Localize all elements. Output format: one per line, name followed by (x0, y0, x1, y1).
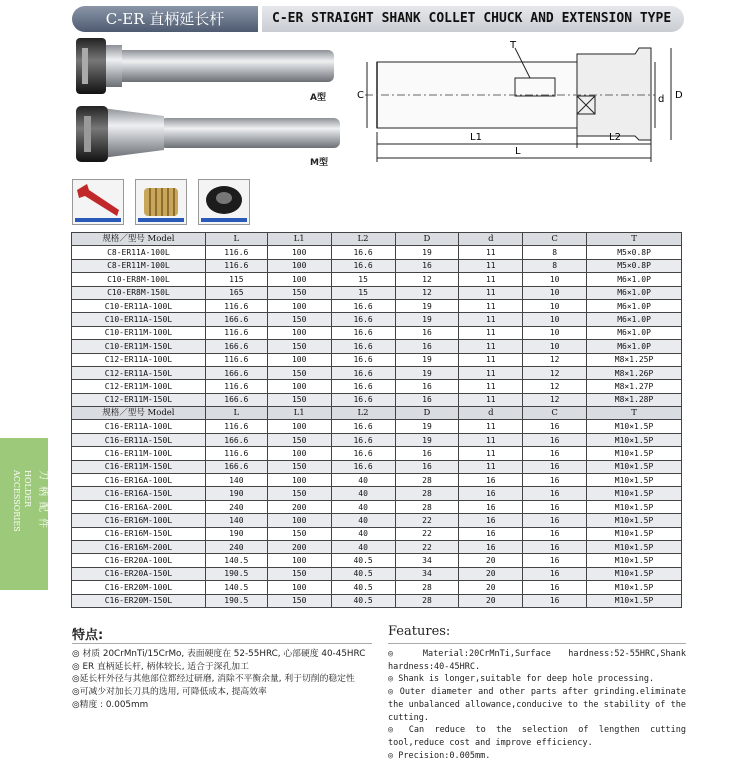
model-cell: C16-ER16M-200L (72, 540, 206, 553)
model-cell: C16-ER11A-100L (72, 420, 206, 433)
value-cell: 150 (267, 366, 331, 379)
value-cell: 34 (395, 554, 459, 567)
dim-label-l: L (515, 146, 521, 157)
model-cell: C16-ER16A-200L (72, 500, 206, 513)
value-cell: 11 (459, 299, 523, 312)
value-cell: 16 (523, 487, 587, 500)
spec-table (71, 232, 682, 608)
value-cell: 16 (395, 460, 459, 473)
value-cell: 11 (459, 366, 523, 379)
value-cell: 11 (459, 433, 523, 446)
model-cell: C10-ER11A-150L (72, 313, 206, 326)
value-cell: 16 (459, 540, 523, 553)
value-cell: M6×1.0P (587, 326, 682, 339)
value-cell: 140.5 (205, 581, 267, 594)
table-row (72, 554, 682, 567)
features-en-list (388, 648, 686, 762)
feature-en-item: ◎ Material:20CrMnTi,Surface hardness:52-55HRC,Shank hardness:40-45HRC. (388, 649, 686, 672)
value-cell: M10×1.5P (587, 447, 682, 460)
side-tab-zh: 刀柄配件 (37, 470, 48, 534)
table-header-cell: D (395, 233, 459, 246)
value-cell: 190.5 (205, 594, 267, 607)
model-cell: C10-ER8M-100L (72, 273, 206, 286)
dim-label-d-upper: D (675, 90, 683, 101)
model-cell: C16-ER16M-100L (72, 514, 206, 527)
model-cell: C12-ER11A-100L (72, 353, 206, 366)
value-cell: 150 (267, 527, 331, 540)
value-cell: 16 (523, 474, 587, 487)
value-cell: 40.5 (331, 554, 395, 567)
value-cell: 16 (523, 433, 587, 446)
value-cell: M10×1.5P (587, 420, 682, 433)
value-cell: 150 (267, 433, 331, 446)
value-cell: 19 (395, 420, 459, 433)
value-cell: 240 (205, 500, 267, 513)
model-cell: C16-ER20M-100L (72, 581, 206, 594)
side-tab-en-line2: ACCESSORIES (12, 470, 21, 532)
title-zh: C-ER 直柄延长杆 (72, 6, 258, 32)
value-cell: 11 (459, 340, 523, 353)
table-row (72, 500, 682, 513)
value-cell: 11 (459, 326, 523, 339)
value-cell: 100 (267, 259, 331, 272)
value-cell: M8×1.28P (587, 393, 682, 406)
value-cell: M10×1.5P (587, 554, 682, 567)
wrench-icon (73, 180, 123, 224)
value-cell: 100 (267, 554, 331, 567)
value-cell: 11 (459, 353, 523, 366)
value-cell: 150 (267, 487, 331, 500)
value-cell: 22 (395, 514, 459, 527)
value-cell: 16 (395, 340, 459, 353)
wrench-thumbnail (72, 179, 124, 225)
value-cell: 16.6 (331, 313, 395, 326)
value-cell: 19 (395, 433, 459, 446)
value-cell: 19 (395, 299, 459, 312)
value-cell: 16 (395, 259, 459, 272)
value-cell: 10 (523, 299, 587, 312)
value-cell: 116.6 (205, 447, 267, 460)
value-cell: M10×1.5P (587, 500, 682, 513)
value-cell: 116.6 (205, 380, 267, 393)
value-cell: M10×1.5P (587, 433, 682, 446)
feature-zh-item: ◎精度 : 0.005mm (72, 699, 149, 710)
value-cell: 116.6 (205, 246, 267, 259)
model-cell: C16-ER11M-100L (72, 447, 206, 460)
feature-zh-item: ◎延长杆外径与其他部位都经过研磨, 消除不平衡余量, 利于切削的稳定性 (72, 674, 355, 685)
model-cell: C16-ER11A-150L (72, 433, 206, 446)
model-cell: C10-ER8M-150L (72, 286, 206, 299)
value-cell: 116.6 (205, 420, 267, 433)
value-cell: 10 (523, 273, 587, 286)
value-cell: 11 (459, 393, 523, 406)
product-photos (72, 36, 342, 166)
value-cell: 16.6 (331, 259, 395, 272)
value-cell: 40.5 (331, 594, 395, 607)
value-cell: 150 (267, 567, 331, 580)
table-header-cell: 规格／型号 Model (72, 233, 206, 246)
table-header-cell: L1 (267, 233, 331, 246)
value-cell: 240 (205, 540, 267, 553)
value-cell: 200 (267, 540, 331, 553)
table-row (72, 313, 682, 326)
value-cell: 12 (523, 380, 587, 393)
model-cell: C10-ER11M-100L (72, 326, 206, 339)
table-header-cell: C (523, 407, 587, 420)
value-cell: 16 (523, 527, 587, 540)
value-cell: 166.6 (205, 366, 267, 379)
type-m-tool-image (76, 106, 340, 162)
model-cell: C12-ER11M-100L (72, 380, 206, 393)
table-header-cell: L1 (267, 407, 331, 420)
value-cell: 28 (395, 500, 459, 513)
collet-icon (136, 180, 186, 224)
feature-zh-item: ◎ 材质 20CrMnTi/15CrMo, 表面硬度在 52-55HRC, 心部硬度 40-45HRC (72, 649, 366, 659)
title-en: C-ER STRAIGHT SHANK COLLET CHUCK AND EXTENSION TYPE (262, 6, 684, 32)
value-cell: M10×1.5P (587, 460, 682, 473)
value-cell: 100 (267, 353, 331, 366)
feature-zh-item: ◎可减少对加长刀具的选用, 可降低成本, 提高效率 (72, 687, 267, 698)
value-cell: 16.6 (331, 299, 395, 312)
value-cell: M8×1.26P (587, 366, 682, 379)
model-cell: C16-ER11M-150L (72, 460, 206, 473)
feature-en-item: ◎ Precision:0.005mm. (388, 750, 491, 761)
table-row (72, 380, 682, 393)
value-cell: 10 (523, 286, 587, 299)
table-row (72, 460, 682, 473)
value-cell: 10 (523, 313, 587, 326)
value-cell: 40 (331, 487, 395, 500)
model-cell: C12-ER11M-150L (72, 393, 206, 406)
table-row (72, 487, 682, 500)
value-cell: M10×1.5P (587, 487, 682, 500)
value-cell: 16.6 (331, 393, 395, 406)
value-cell: 150 (267, 313, 331, 326)
model-cell: C16-ER20A-100L (72, 554, 206, 567)
table-header-cell: L (205, 407, 267, 420)
table-row (72, 594, 682, 607)
title-banner (72, 6, 684, 32)
table-row (72, 259, 682, 272)
model-cell: C16-ER16M-150L (72, 527, 206, 540)
dim-label-t: T (510, 40, 517, 51)
value-cell: 19 (395, 313, 459, 326)
value-cell: 166.6 (205, 460, 267, 473)
value-cell: 116.6 (205, 259, 267, 272)
value-cell: 40 (331, 527, 395, 540)
model-cell: C8-ER11A-100L (72, 246, 206, 259)
value-cell: 40 (331, 514, 395, 527)
value-cell: 19 (395, 246, 459, 259)
table-header-cell: T (587, 407, 682, 420)
value-cell: 200 (267, 500, 331, 513)
value-cell: 190 (205, 487, 267, 500)
value-cell: 166.6 (205, 313, 267, 326)
value-cell: 16 (395, 393, 459, 406)
value-cell: 100 (267, 420, 331, 433)
divider-zh (72, 643, 372, 644)
table-row (72, 433, 682, 446)
model-cell: C10-ER11A-100L (72, 299, 206, 312)
value-cell: 16.6 (331, 366, 395, 379)
dim-label-c: C (357, 90, 364, 101)
value-cell: M10×1.5P (587, 474, 682, 487)
value-cell: 22 (395, 540, 459, 553)
value-cell: 16.6 (331, 420, 395, 433)
value-cell: 20 (459, 554, 523, 567)
value-cell: 100 (267, 514, 331, 527)
table-row (72, 393, 682, 406)
table-row (72, 540, 682, 553)
value-cell: 16 (523, 581, 587, 594)
value-cell: 8 (523, 246, 587, 259)
table-row (72, 366, 682, 379)
value-cell: 34 (395, 567, 459, 580)
collet-thumbnail (135, 179, 187, 225)
table-header-cell: d (459, 233, 523, 246)
value-cell: 16.6 (331, 340, 395, 353)
value-cell: M6×1.0P (587, 273, 682, 286)
dim-label-d-lower: d (658, 94, 665, 105)
features-en-title: Features: (388, 624, 451, 639)
value-cell: 11 (459, 380, 523, 393)
table-row (72, 447, 682, 460)
table-header-cell: C (523, 233, 587, 246)
value-cell: 16.6 (331, 246, 395, 259)
value-cell: 16.6 (331, 326, 395, 339)
value-cell: 11 (459, 420, 523, 433)
technical-drawing (355, 36, 685, 166)
value-cell: 11 (459, 313, 523, 326)
value-cell: 16.6 (331, 380, 395, 393)
value-cell: 40 (331, 500, 395, 513)
table-row (72, 246, 682, 259)
model-cell: C16-ER20M-150L (72, 594, 206, 607)
table-header-cell: 规格／型号 Model (72, 407, 206, 420)
table-row (72, 286, 682, 299)
value-cell: 16 (459, 474, 523, 487)
value-cell: M8×1.25P (587, 353, 682, 366)
table-row (72, 340, 682, 353)
type-m-label: M型 (310, 158, 328, 168)
value-cell: 11 (459, 447, 523, 460)
table-row (72, 474, 682, 487)
value-cell: 116.6 (205, 299, 267, 312)
value-cell: 100 (267, 474, 331, 487)
value-cell: 100 (267, 299, 331, 312)
value-cell: 16 (523, 500, 587, 513)
table-header-row (72, 407, 682, 420)
value-cell: 12 (523, 393, 587, 406)
value-cell: 11 (459, 259, 523, 272)
value-cell: 28 (395, 581, 459, 594)
value-cell: 11 (459, 273, 523, 286)
value-cell: 20 (459, 567, 523, 580)
value-cell: 28 (395, 487, 459, 500)
value-cell: 16 (523, 460, 587, 473)
divider-en (388, 643, 686, 644)
table-row (72, 581, 682, 594)
model-cell: C8-ER11M-100L (72, 259, 206, 272)
type-a-tool-image (76, 38, 334, 94)
table-row (72, 273, 682, 286)
value-cell: M6×1.0P (587, 340, 682, 353)
value-cell: M6×1.0P (587, 286, 682, 299)
features-zh-list (72, 648, 372, 712)
feature-en-item: ◎ Shank is longer,suitable for deep hole processing. (388, 674, 655, 685)
value-cell: 40.5 (331, 567, 395, 580)
value-cell: M10×1.5P (587, 540, 682, 553)
value-cell: 16 (395, 447, 459, 460)
value-cell: 166.6 (205, 340, 267, 353)
value-cell: 165 (205, 286, 267, 299)
value-cell: 16 (523, 594, 587, 607)
value-cell: M6×1.0P (587, 299, 682, 312)
value-cell: 100 (267, 326, 331, 339)
value-cell: 11 (459, 246, 523, 259)
value-cell: M10×1.5P (587, 527, 682, 540)
value-cell: 12 (523, 353, 587, 366)
table-header-cell: d (459, 407, 523, 420)
nut-thumbnail (198, 179, 250, 225)
value-cell: 22 (395, 527, 459, 540)
collet-nut-icon (199, 180, 249, 224)
value-cell: 190 (205, 527, 267, 540)
value-cell: 166.6 (205, 393, 267, 406)
value-cell: 16 (523, 554, 587, 567)
value-cell: 10 (523, 340, 587, 353)
value-cell: 116.6 (205, 353, 267, 366)
value-cell: 40.5 (331, 581, 395, 594)
features-zh-title: 特点: (72, 628, 104, 643)
value-cell: 116.6 (205, 326, 267, 339)
value-cell: M10×1.5P (587, 567, 682, 580)
value-cell: 190.5 (205, 567, 267, 580)
table-header-row (72, 233, 682, 246)
value-cell: 12 (523, 366, 587, 379)
value-cell: 16.6 (331, 460, 395, 473)
dim-label-l2: L2 (609, 132, 621, 143)
model-cell: C16-ER16A-100L (72, 474, 206, 487)
table-header-cell: L2 (331, 407, 395, 420)
value-cell: 115 (205, 273, 267, 286)
value-cell: 12 (395, 286, 459, 299)
value-cell: M10×1.5P (587, 581, 682, 594)
model-cell: C12-ER11A-150L (72, 366, 206, 379)
value-cell: 12 (395, 273, 459, 286)
value-cell: 16 (459, 500, 523, 513)
model-cell: C16-ER20A-150L (72, 567, 206, 580)
table-row (72, 567, 682, 580)
value-cell: 19 (395, 366, 459, 379)
value-cell: 16 (459, 527, 523, 540)
value-cell: 16.6 (331, 433, 395, 446)
value-cell: 20 (459, 581, 523, 594)
value-cell: 140 (205, 514, 267, 527)
value-cell: M6×1.0P (587, 313, 682, 326)
value-cell: 150 (267, 594, 331, 607)
value-cell: 16 (459, 487, 523, 500)
value-cell: 16 (459, 514, 523, 527)
value-cell: 16 (523, 420, 587, 433)
model-cell: C10-ER11M-150L (72, 340, 206, 353)
value-cell: 15 (331, 273, 395, 286)
value-cell: 150 (267, 340, 331, 353)
value-cell: M8×1.27P (587, 380, 682, 393)
value-cell: M5×0.8P (587, 246, 682, 259)
value-cell: 10 (523, 326, 587, 339)
table-row (72, 326, 682, 339)
table-header-cell: D (395, 407, 459, 420)
feature-zh-item: ◎ ER 直柄延长杆, 柄体较长, 适合于深孔加工 (72, 661, 249, 672)
model-cell: C16-ER16A-150L (72, 487, 206, 500)
type-a-label: A型 (310, 93, 326, 103)
table-row (72, 299, 682, 312)
table-row (72, 353, 682, 366)
value-cell: 16.6 (331, 447, 395, 460)
dim-label-l1: L1 (470, 132, 482, 143)
value-cell: 100 (267, 380, 331, 393)
value-cell: 150 (267, 286, 331, 299)
value-cell: 100 (267, 273, 331, 286)
value-cell: 140 (205, 474, 267, 487)
value-cell: 11 (459, 286, 523, 299)
value-cell: 16 (395, 326, 459, 339)
table-header-cell: L2 (331, 233, 395, 246)
value-cell: M5×0.8P (587, 259, 682, 272)
value-cell: 28 (395, 594, 459, 607)
value-cell: 100 (267, 447, 331, 460)
value-cell: 100 (267, 246, 331, 259)
value-cell: 19 (395, 353, 459, 366)
table-row (72, 514, 682, 527)
value-cell: 150 (267, 460, 331, 473)
value-cell: 16 (523, 567, 587, 580)
value-cell: 16 (395, 380, 459, 393)
side-tab (0, 438, 48, 590)
value-cell: 166.6 (205, 433, 267, 446)
value-cell: 16.6 (331, 353, 395, 366)
value-cell: 40 (331, 474, 395, 487)
value-cell: 16 (523, 514, 587, 527)
value-cell: 16 (523, 540, 587, 553)
value-cell: 28 (395, 474, 459, 487)
value-cell: 140.5 (205, 554, 267, 567)
value-cell: 20 (459, 594, 523, 607)
feature-en-item: ◎ Outer diameter and other parts after grinding.eliminate the unbalanced allowance,conducive to the stability of the cutting. (388, 687, 686, 723)
table-row (72, 420, 682, 433)
value-cell: 16 (523, 447, 587, 460)
value-cell: 40 (331, 540, 395, 553)
value-cell: M10×1.5P (587, 514, 682, 527)
table-row (72, 527, 682, 540)
value-cell: 150 (267, 393, 331, 406)
side-tab-en-line1: HOLDER (23, 470, 32, 508)
value-cell: 100 (267, 581, 331, 594)
table-header-cell: L (205, 233, 267, 246)
value-cell: 11 (459, 460, 523, 473)
table-header-cell: T (587, 233, 682, 246)
feature-en-item: ◎ Can reduce to the selection of lengthen cutting tool,reduce cost and improve efficiency. (388, 725, 686, 748)
value-cell: 8 (523, 259, 587, 272)
value-cell: M10×1.5P (587, 594, 682, 607)
value-cell: 15 (331, 286, 395, 299)
